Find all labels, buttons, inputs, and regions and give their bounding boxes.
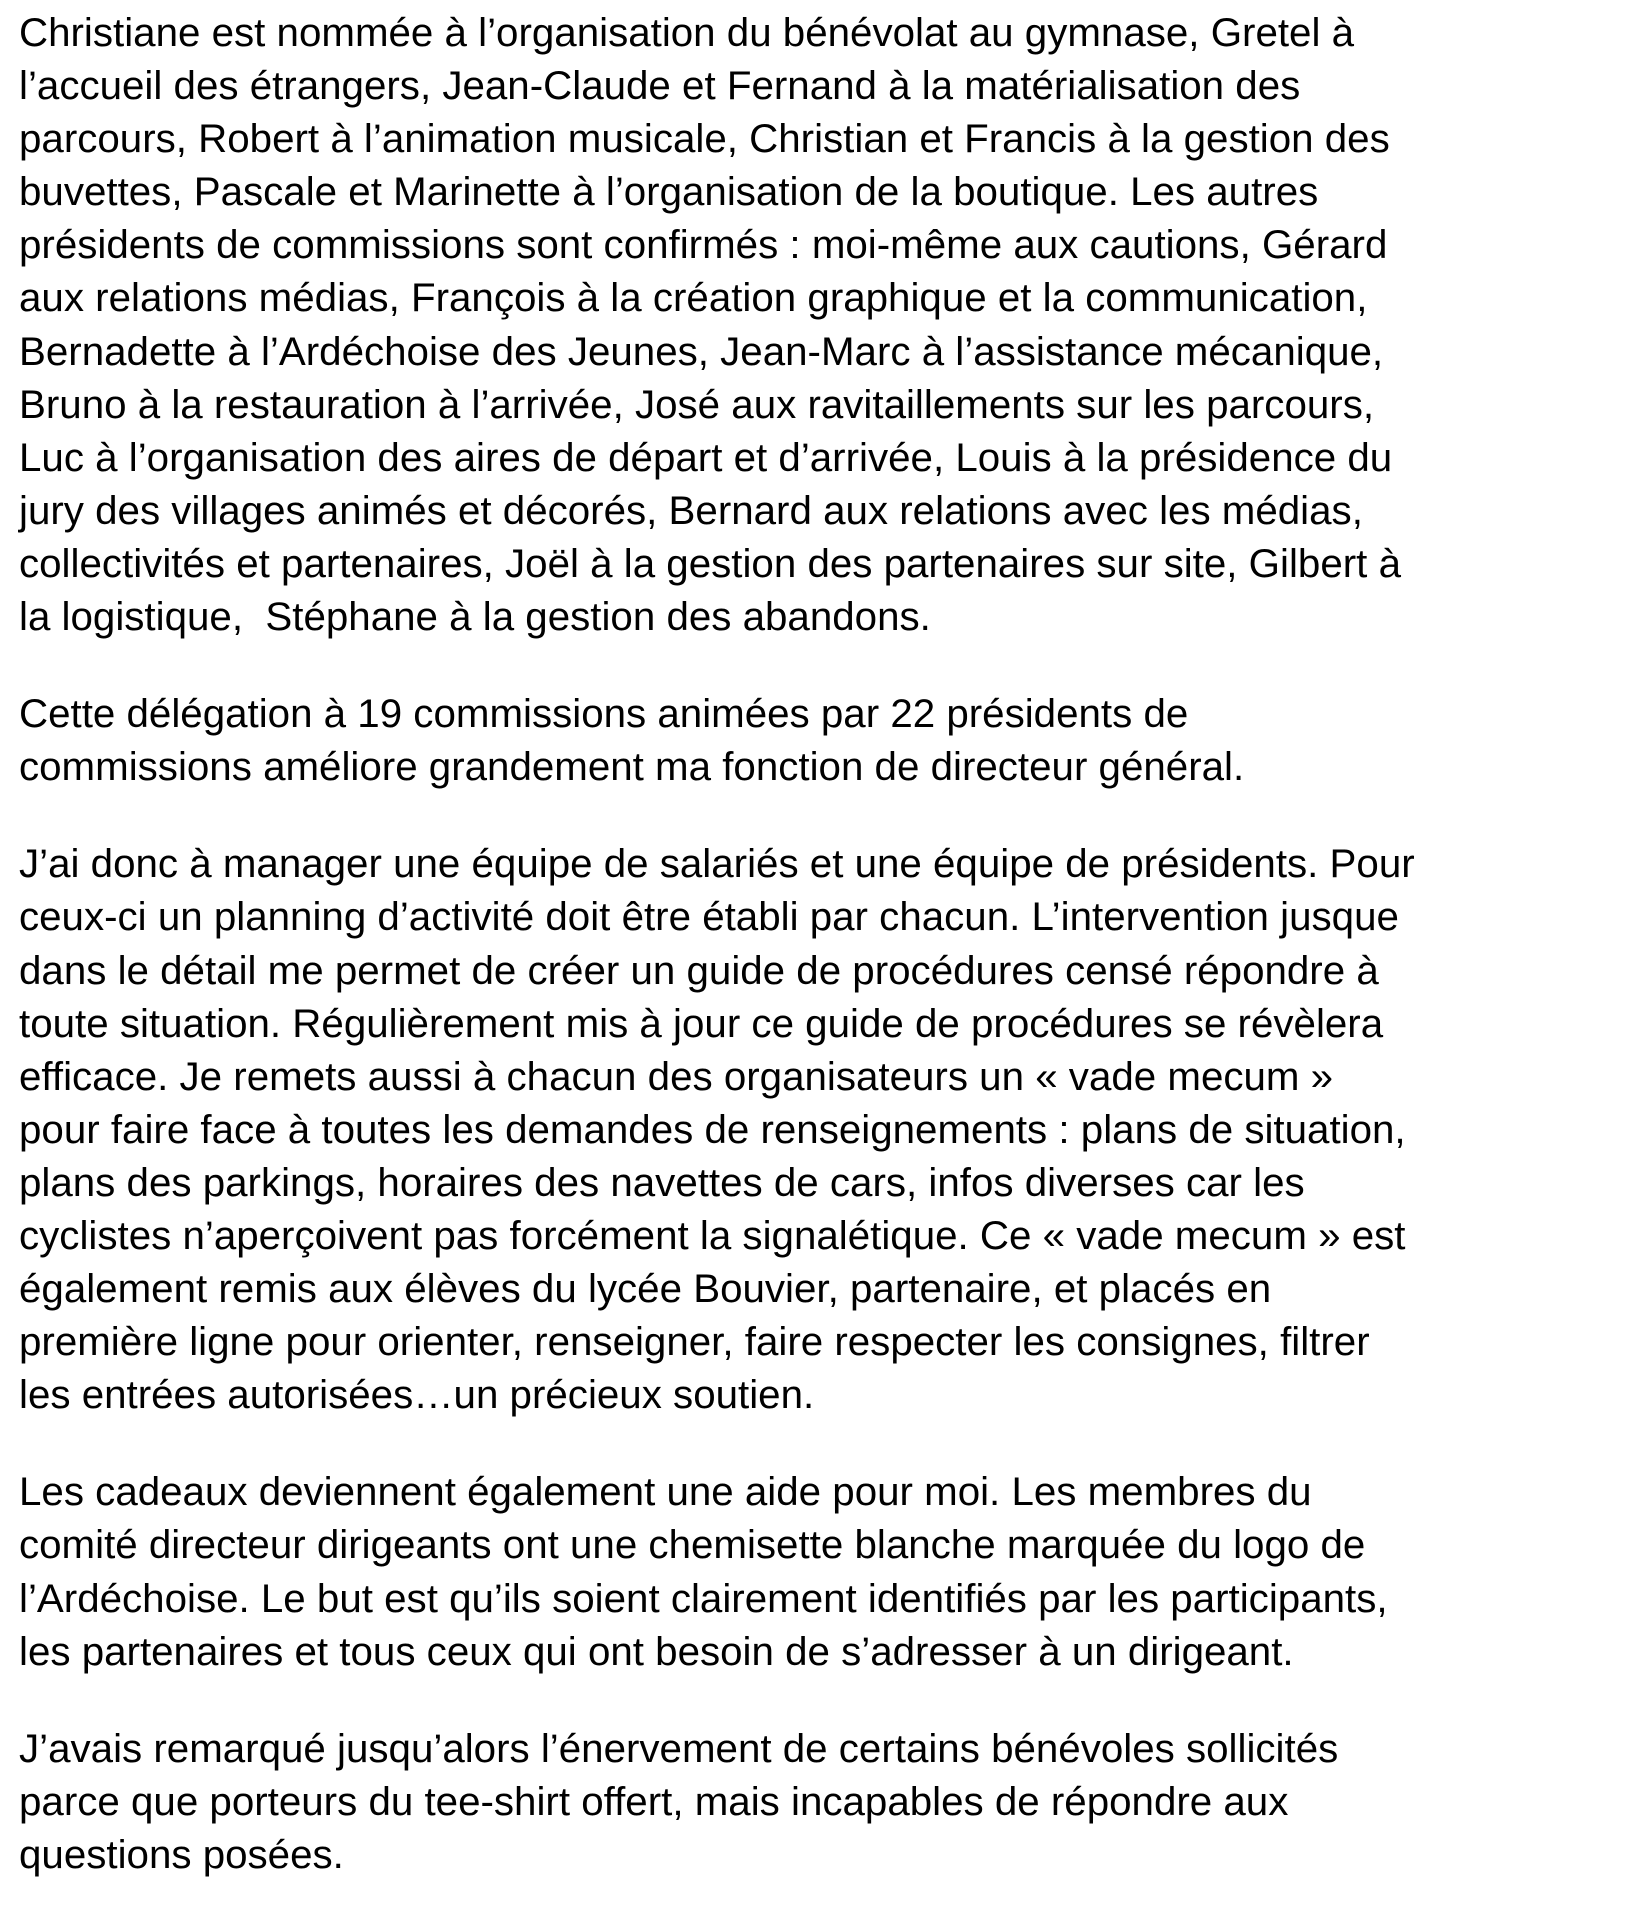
text-line: Cette délégation à 19 commissions animées par 22 présidents de: [19, 691, 1189, 737]
text-line: jury des villages animés et décorés, Bernard aux relations avec les médias,: [19, 487, 1363, 533]
text-line: questions posées.: [19, 1831, 344, 1877]
text-line: Luc à l’organisation des aires de départ et d’arrivée, Louis à la présidence du: [19, 434, 1393, 480]
text-line: cyclistes n’aperçoivent pas forcément la signalétique. Ce « vade mecum » est: [19, 1212, 1406, 1258]
text-line: la logistique, Stéphane à la gestion des abandons.: [19, 594, 931, 640]
text-line: pour faire face à toutes les demandes de renseignements : plans de situation,: [19, 1106, 1406, 1152]
text-line: commissions améliore grandement ma fonction de directeur général.: [19, 744, 1245, 790]
text-line: comité directeur dirigeants ont une chemisette blanche marquée du logo de: [19, 1522, 1366, 1568]
text-line: efficace. Je remets aussi à chacun des organisateurs un « vade mecum »: [19, 1053, 1334, 1099]
text-line: J’avais remarqué jusqu’alors l’énervement de certains bénévoles sollicités: [19, 1725, 1339, 1771]
paragraph-gifts: [19, 1465, 1634, 1677]
text-line: plans des parkings, horaires des navettes de cars, infos diverses car les: [19, 1159, 1305, 1205]
text-line: buvettes, Pascale et Marinette à l’organisation de la boutique. Les autres: [19, 169, 1319, 215]
text-line: les partenaires et tous ceux qui ont besoin de s’adresser à un dirigeant.: [19, 1628, 1294, 1674]
text-line: aux relations médias, François à la création graphique et la communication,: [19, 275, 1368, 321]
text-line: première ligne pour orienter, renseigner, faire respecter les consignes, filtrer: [19, 1319, 1370, 1365]
text-line: Les cadeaux deviennent également une aide pour moi. Les membres du: [19, 1469, 1312, 1515]
document-body: [19, 6, 1634, 1925]
text-line: dans le détail me permet de créer un guide de procédures censé répondre à: [19, 947, 1379, 993]
text-line: parcours, Robert à l’animation musicale, Christian et Francis à la gestion des: [19, 116, 1390, 162]
text-line: les entrées autorisées…un précieux soutien.: [19, 1372, 815, 1418]
text-line: également remis aux élèves du lycée Bouvier, partenaire, et placés en: [19, 1266, 1272, 1312]
text-line: ceux-ci un planning d’activité doit être établi par chacun. L’intervention jusque: [19, 894, 1399, 940]
text-line: J’ai donc à manager une équipe de salariés et une équipe de présidents. Pour: [19, 841, 1415, 887]
text-line: Bruno à la restauration à l’arrivée, José aux ravitaillements sur les parcours,: [19, 381, 1375, 427]
text-line: Christiane est nommée à l’organisation du bénévolat au gymnase, Gretel à: [19, 10, 1355, 55]
text-line: Bernadette à l’Ardéchoise des Jeunes, Jean-Marc à l’assistance mécanique,: [19, 328, 1384, 374]
paragraph-delegation: [19, 687, 1634, 793]
text-line: présidents de commissions sont confirmés : moi-même aux cautions, Gérard: [19, 222, 1388, 268]
text-line: l’accueil des étrangers, Jean-Claude et Fernand à la matérialisation des: [19, 63, 1301, 109]
paragraph-volunteers: [19, 1722, 1634, 1881]
paragraph-management: [19, 837, 1634, 1421]
text-line: l’Ardéchoise. Le but est qu’ils soient clairement identifiés par les participants,: [19, 1575, 1388, 1621]
paragraph-commission-assignments: [19, 6, 1634, 643]
text-line: parce que porteurs du tee-shirt offert, mais incapables de répondre aux: [19, 1778, 1289, 1824]
text-line: collectivités et partenaires, Joël à la gestion des partenaires sur site, Gilbert à: [19, 540, 1401, 586]
text-line: toute situation. Régulièrement mis à jour ce guide de procédures se révèlera: [19, 1000, 1384, 1046]
